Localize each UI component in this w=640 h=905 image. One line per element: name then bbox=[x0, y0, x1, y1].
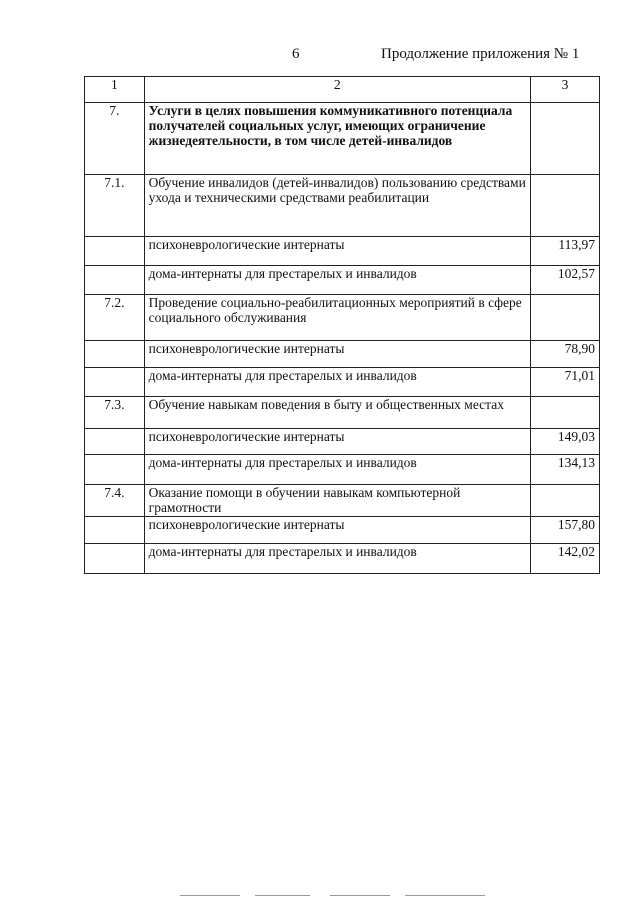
subitem-row bbox=[85, 517, 600, 544]
subitem-label: психоневрологические интернаты bbox=[144, 237, 530, 266]
item-title: Проведение социально-реабилитационных мероприятий в сфере социального обслуживания bbox=[144, 295, 530, 341]
subitem-number bbox=[85, 266, 145, 295]
scan-artifact-line bbox=[180, 895, 240, 896]
item-row bbox=[85, 397, 600, 429]
section-value bbox=[530, 103, 599, 175]
subitem-row bbox=[85, 368, 600, 397]
subitem-label: дома-интернаты для престарелых и инвалидов bbox=[144, 266, 530, 295]
table-header-row bbox=[85, 77, 600, 103]
page-number: 6 bbox=[292, 46, 300, 62]
scan-artifact-line bbox=[255, 895, 310, 896]
subitem-value: 134,13 bbox=[530, 455, 599, 485]
item-row bbox=[85, 485, 600, 517]
item-value bbox=[530, 295, 599, 341]
item-value bbox=[530, 175, 599, 237]
subitem-row bbox=[85, 455, 600, 485]
subitem-number bbox=[85, 368, 145, 397]
section-number: 7. bbox=[85, 103, 145, 175]
item-number: 7.3. bbox=[85, 397, 145, 429]
column-header-1: 1 bbox=[85, 77, 145, 103]
subitem-row bbox=[85, 429, 600, 455]
subitem-label: психоневрологические интернаты bbox=[144, 429, 530, 455]
section-row bbox=[85, 103, 600, 175]
subitem-value: 157,80 bbox=[530, 517, 599, 544]
subitem-row bbox=[85, 341, 600, 368]
subitem-label: психоневрологические интернаты bbox=[144, 517, 530, 544]
column-header-2: 2 bbox=[144, 77, 530, 103]
subitem-label: дома-интернаты для престарелых и инвалидов bbox=[144, 544, 530, 574]
section-title: Услуги в целях повышения коммуникативного потенциала получателей социальных услуг, имеющих ограничение жизнедеятельности, в том числе детей-инвалидов bbox=[144, 103, 530, 175]
column-header-3: 3 bbox=[530, 77, 599, 103]
item-title: Обучение инвалидов (детей-инвалидов) пользованию средствами ухода и техническими средствами реабилитации bbox=[144, 175, 530, 237]
subitem-value: 113,97 bbox=[530, 237, 599, 266]
item-row bbox=[85, 175, 600, 237]
tariff-table bbox=[84, 76, 600, 574]
item-number: 7.2. bbox=[85, 295, 145, 341]
subitem-number bbox=[85, 517, 145, 544]
scan-artifact-line bbox=[330, 895, 390, 896]
item-number: 7.1. bbox=[85, 175, 145, 237]
subitem-label: дома-интернаты для престарелых и инвалидов bbox=[144, 455, 530, 485]
subitem-value: 71,01 bbox=[530, 368, 599, 397]
item-title: Оказание помощи в обучении навыкам компьютерной грамотности bbox=[144, 485, 530, 517]
subitem-row bbox=[85, 237, 600, 266]
item-row bbox=[85, 295, 600, 341]
item-value bbox=[530, 397, 599, 429]
subitem-row bbox=[85, 544, 600, 574]
subitem-label: психоневрологические интернаты bbox=[144, 341, 530, 368]
subitem-value: 78,90 bbox=[530, 341, 599, 368]
continuation-note: Продолжение приложения № 1 bbox=[381, 46, 580, 62]
scan-artifact-line bbox=[405, 895, 485, 896]
item-title: Обучение навыкам поведения в быту и общественных местах bbox=[144, 397, 530, 429]
subitem-row bbox=[85, 266, 600, 295]
subitem-value: 149,03 bbox=[530, 429, 599, 455]
subitem-value: 142,02 bbox=[530, 544, 599, 574]
subitem-number bbox=[85, 237, 145, 266]
subitem-number bbox=[85, 429, 145, 455]
subitem-label: дома-интернаты для престарелых и инвалидов bbox=[144, 368, 530, 397]
subitem-value: 102,57 bbox=[530, 266, 599, 295]
subitem-number bbox=[85, 544, 145, 574]
item-value bbox=[530, 485, 599, 517]
subitem-number bbox=[85, 455, 145, 485]
item-number: 7.4. bbox=[85, 485, 145, 517]
subitem-number bbox=[85, 341, 145, 368]
